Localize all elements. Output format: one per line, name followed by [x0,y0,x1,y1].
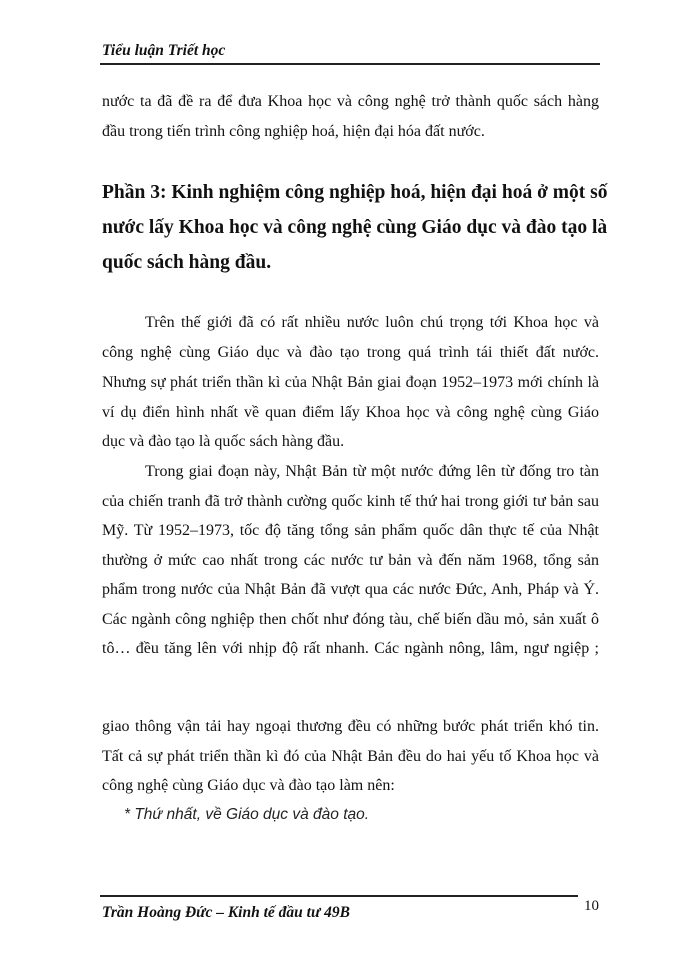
paragraph1-first-line: Trên thế giới đã có rất nhiều nước luôn chú trọng tới Khoa học và [145,314,599,331]
paragraph3-line: giao thông vận tải hay ngoại thương đều có những bước phát triển khó tin. [102,718,599,735]
footer-author: Trần Hoàng Đức – Kinh tế đầu tư 49B [102,904,350,921]
paragraph1-line: ví dụ điển hình nhất về quan điểm lấy Khoa học và công nghệ cùng Giáo [102,404,599,421]
bullet-item: * Thứ nhất, về Giáo dục và đào tạo. [124,806,370,823]
paragraph1-line: dục và đào tạo là quốc sách hàng đầu. [102,433,345,450]
intro-line-2: đầu trong tiến trình công nghiệp hoá, hiện đại hóa đất nước. [102,123,485,140]
paragraph2-line: của chiến tranh đã trở thành cường quốc kinh tế thứ hai trong giới tư bản sau [102,493,599,510]
section-heading-line-1: Phần 3: Kinh nghiệm công nghiệp hoá, hiện đại hoá ở một số [102,182,608,203]
paragraph3-line: công nghệ cùng Giáo dục và đào tạo làm nên: [102,777,395,794]
paragraph2-line: thường ở mức cao nhất trong các nước tư bản và đến năm 1968, tổng sản [102,552,599,569]
paragraph2-line: Các ngành công nghiệp then chốt như đóng tàu, chế biến dầu mỏ, sản xuất ô [102,611,599,628]
page-number: 10 [584,898,599,914]
paragraph2-line: tô… đều tăng lên với nhịp độ rất nhanh. Các ngành nông, lâm, ngư ngiệp ; [102,640,599,657]
paragraph2-first-line: Trong giai đoạn này, Nhật Bản từ một nước đứng lên từ đống tro tàn [145,463,599,480]
paragraph1-line: công nghệ cùng Giáo dục và đào tạo trong quá trình tái thiết đất nước. [102,344,599,361]
paragraph3-line: Tất cả sự phát triển thần kì đó của Nhật Bản đều do hai yếu tố Khoa học và [102,748,599,765]
paragraph2-line: phẩm trong nước của Nhật Bản đã vượt qua các nước Đức, Anh, Pháp và Ý. [102,581,599,598]
footer-rule [100,895,578,897]
paragraph2-line: Mỹ. Từ 1952–1973, tốc độ tăng tổng sản phẩm quốc dân thực tế của Nhật [102,522,599,539]
paragraph1-line: Nhưng sự phát triển thần kì của Nhật Bản giai đoạn 1952–1973 mới chính là [102,374,599,391]
intro-line-1: nước ta đã đề ra để đưa Khoa học và công nghệ trở thành quốc sách hàng [102,93,599,110]
section-heading-line-3: quốc sách hàng đầu. [102,252,272,273]
header-title: Tiểu luận Triết học [102,42,226,59]
section-heading-line-2: nước lấy Khoa học và công nghệ cùng Giáo dục và đào tạo là [102,217,608,238]
header-rule [100,63,600,65]
